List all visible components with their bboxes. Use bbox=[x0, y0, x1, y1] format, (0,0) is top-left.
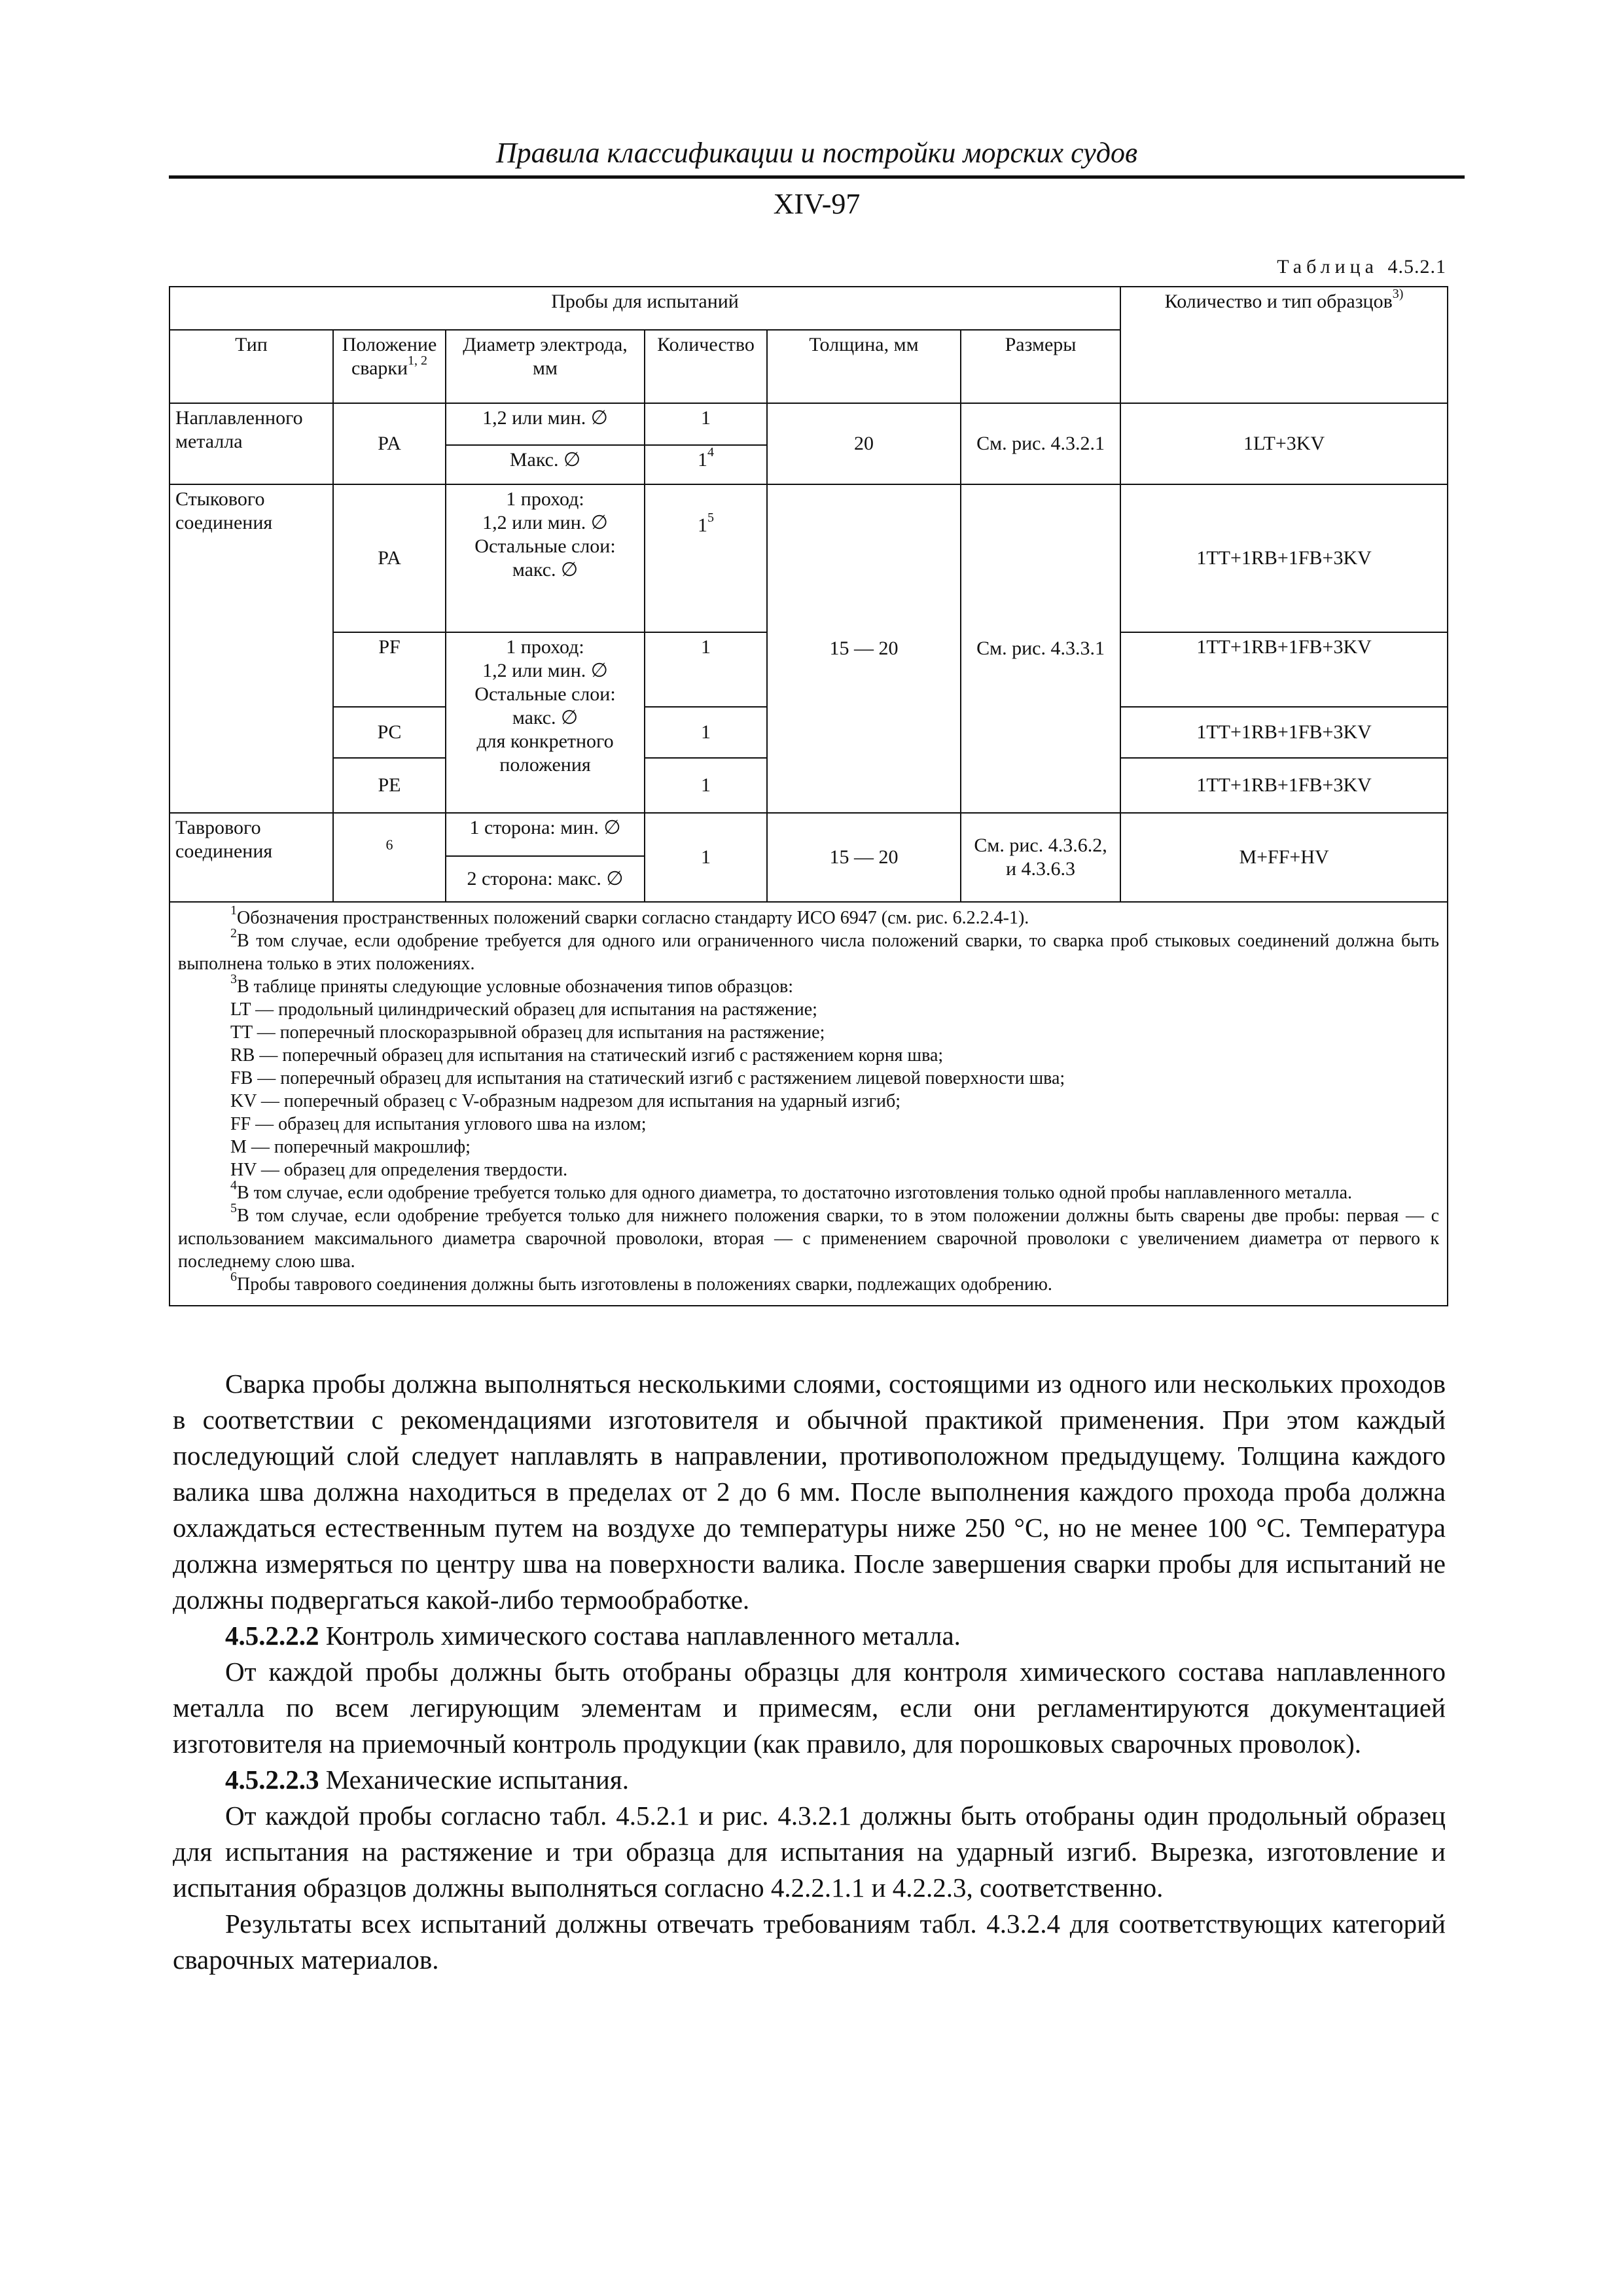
footnote-text: В том случае, если одобрение требуется только для нижнего положения сварки, то в этом положении должны быть сварены две пробы: первая — с использованием максимального диаметра сварочной проволоки, вторая — с применением сварочной проволоки с увеличением диаметра от первого к последнему слою шва. bbox=[178, 1206, 1440, 1272]
table-caption-number: 4.5.2.1 bbox=[1387, 256, 1446, 278]
col-type: Тип bbox=[169, 330, 333, 403]
diameter-butt-pa bbox=[446, 484, 645, 632]
thickness-fillet: 15 — 20 bbox=[767, 813, 961, 902]
section-number: 4.5.2.2.2 bbox=[225, 1621, 319, 1651]
footnote-text: В таблице приняты следующие условные обозначения типов образцов: bbox=[237, 977, 794, 997]
count-deposited-2 bbox=[645, 445, 767, 484]
count-butt-pa bbox=[645, 484, 767, 632]
dimensions-deposited: См. рис. 4.3.2.1 bbox=[961, 403, 1120, 484]
col-diameter: Диаметр электрода, мм bbox=[446, 330, 645, 403]
abbreviation-item: TT — поперечный плоскоразрывной образец для испытания на растяжение; bbox=[230, 1022, 825, 1043]
dimensions-fillet: См. рис. 4.3.6.2, и 4.3.6.3 bbox=[961, 813, 1120, 902]
diameter-butt-pa-line: 1,2 или мин. ∅ bbox=[482, 512, 608, 533]
diameter-butt-pa-line: Остальные слои: bbox=[474, 535, 616, 557]
specimens-deposited: 1LT+3KV bbox=[1120, 403, 1448, 484]
diameter-deposited-2: Макс. ∅ bbox=[446, 445, 645, 484]
group-header: Пробы для испытаний bbox=[169, 287, 1120, 330]
diameter-butt-other-line: 1 проход: bbox=[506, 636, 584, 658]
footnote-mark: 5 bbox=[230, 1200, 237, 1215]
paragraph: От каждой пробы должны быть отобраны образцы для контроля химического состава наплавленного металла по всем легирующим элементам и примесям, если они регламентируются документацией изготовителя на приемочный контроль продукции (как правило, для порошковых сварочных проволок). bbox=[173, 1657, 1446, 1759]
position-butt-pf: PF bbox=[333, 632, 446, 707]
position-butt-pe: PE bbox=[333, 758, 446, 813]
footnote-mark: 4 bbox=[230, 1177, 237, 1193]
col-position bbox=[333, 330, 446, 403]
quantity-type-header-text: Количество и тип образцов bbox=[1164, 291, 1393, 312]
diameter-fillet-2: 2 сторона: макс. ∅ bbox=[446, 856, 645, 902]
footnote bbox=[178, 1200, 1440, 1273]
specimens-fillet: M+FF+HV bbox=[1120, 813, 1448, 902]
specimens-butt-pc: 1TT+1RB+1FB+3KV bbox=[1120, 707, 1448, 758]
footnote-text: В том случае, если одобрение требуется только для одного диаметра, то достаточно изготовления только одной пробы наплавленного металла. bbox=[237, 1183, 1352, 1203]
diameter-butt-other-line: Остальные слои: bbox=[474, 683, 616, 705]
count-butt-pe: 1 bbox=[645, 758, 767, 813]
table-notes bbox=[169, 902, 1448, 1306]
footnote bbox=[178, 903, 1439, 929]
abbreviation-item: FB — поперечный образец для испытания на статический изгиб с растяжением лицевой поверхности шва; bbox=[230, 1068, 1065, 1088]
quantity-type-header bbox=[1120, 287, 1448, 403]
header-rule bbox=[169, 175, 1465, 179]
specimens-butt-pe: 1TT+1RB+1FB+3KV bbox=[1120, 758, 1448, 813]
diameter-butt-other-line: для конкретного bbox=[476, 730, 614, 752]
specimens-table bbox=[169, 286, 1448, 1306]
col-thickness: Толщина, мм bbox=[767, 330, 961, 403]
dimensions-butt: См. рис. 4.3.3.1 bbox=[961, 484, 1120, 813]
abbreviation-item: LT — продольный цилиндрический образец для испытания на растяжение; bbox=[230, 999, 817, 1020]
paragraph: Сварка пробы должна выполняться несколькими слоями, состоящими из одного или нескольких проходов в соответствии с рекомендациями изготовителя и обычной практикой применения. При этом каждый последующий слой следует наплавлять в направлении, противоположном предыдущему. Толщина каждого валика шва должна находиться в пределах от 2 до 6 мм. После выполнения каждого прохода проба должна охлаждаться естественным путем на воздухе до температуры ниже 250 °С, но не менее 100 °С. Температура должна измеряться по центру шва на поверхности валика. После завершения сварки пробы для испытаний не должны подвергаться какой-либо термообработке. bbox=[173, 1369, 1446, 1615]
count-fillet: 1 bbox=[645, 813, 767, 902]
footnote-mark: 6 bbox=[230, 1269, 237, 1284]
count-deposited-2-value: 1 bbox=[698, 449, 707, 471]
abbreviation-item: KV — поперечный образец с V-образным надрезом для испытания на ударный изгиб; bbox=[230, 1091, 901, 1111]
count-butt-pa-value: 1 bbox=[698, 514, 707, 536]
table-caption bbox=[1113, 254, 1446, 280]
diameter-fillet-1: 1 сторона: мин. ∅ bbox=[446, 813, 645, 856]
diameter-butt-pa-line: 1 проход: bbox=[506, 488, 584, 510]
position-deposited: PA bbox=[333, 403, 446, 484]
diameter-butt-other-line: положения bbox=[499, 754, 591, 776]
count-butt-pf: 1 bbox=[645, 632, 767, 707]
position-butt-pc: PC bbox=[333, 707, 446, 758]
col-position-note: 1, 2 bbox=[408, 353, 428, 368]
footnote-mark: 1 bbox=[230, 903, 237, 918]
count-deposited-2-note: 4 bbox=[707, 445, 714, 459]
abbreviation-item: M — поперечный макрошлиф; bbox=[230, 1137, 471, 1157]
section-title: Механические испытания. bbox=[325, 1765, 629, 1795]
thickness-butt: 15 — 20 bbox=[767, 484, 961, 813]
count-butt-pa-note: 5 bbox=[707, 511, 714, 525]
type-deposited: Наплавленного металла bbox=[169, 403, 333, 484]
table-caption-label: Таблица bbox=[1277, 256, 1378, 278]
diameter-butt-other bbox=[446, 632, 645, 813]
section-heading bbox=[173, 1618, 1446, 1654]
footnote-mark: 2 bbox=[230, 925, 237, 941]
footnote bbox=[178, 1269, 1439, 1296]
diameter-butt-other-line: макс. ∅ bbox=[512, 707, 579, 728]
type-butt: Стыкового соединения bbox=[169, 484, 333, 813]
col-position-text: Положение сварки bbox=[342, 334, 437, 379]
section-heading bbox=[173, 1762, 1446, 1798]
col-dimensions: Размеры bbox=[961, 330, 1120, 403]
footnote-mark: 3 bbox=[230, 971, 237, 986]
paragraph: Результаты всех испытаний должны отвечать требованиям табл. 4.3.2.4 для соответствующих категорий сварочных материалов. bbox=[173, 1909, 1446, 1975]
body-text bbox=[173, 1366, 1446, 1978]
position-fillet: 6 bbox=[333, 813, 446, 902]
col-count: Количество bbox=[645, 330, 767, 403]
footnote-text: Пробы таврового соединения должны быть изготовлены в положениях сварки, подлежащих одобрению. bbox=[237, 1274, 1052, 1295]
position-butt-pa: PA bbox=[333, 484, 446, 632]
abbreviation-item: RB — поперечный образец для испытания на статический изгиб с растяжением корня шва; bbox=[230, 1045, 944, 1066]
thickness-deposited: 20 bbox=[767, 403, 961, 484]
count-deposited-1: 1 bbox=[645, 403, 767, 445]
footnote bbox=[178, 925, 1440, 975]
footnote bbox=[178, 1177, 1439, 1204]
diameter-deposited-1: 1,2 или мин. ∅ bbox=[446, 403, 645, 445]
abbreviation-item: HV — образец для определения твердости. bbox=[230, 1160, 568, 1180]
running-title: Правила классификации и постройки морских судов bbox=[495, 137, 1138, 169]
abbreviation-item: FF — образец для испытания углового шва на излом; bbox=[230, 1114, 647, 1134]
footnote bbox=[178, 971, 1439, 998]
type-fillet: Таврового соединения bbox=[169, 813, 333, 902]
count-butt-pc: 1 bbox=[645, 707, 767, 758]
section-title: Контроль химического состава наплавленного металла. bbox=[325, 1621, 961, 1651]
section-number: 4.5.2.2.3 bbox=[225, 1765, 319, 1795]
diameter-butt-pa-line: макс. ∅ bbox=[512, 559, 579, 581]
footnote-text: Обозначения пространственных положений сварки согласно стандарту ИСО 6947 (см. рис. 6.2.2.4-1). bbox=[237, 908, 1029, 928]
paragraph: От каждой пробы согласно табл. 4.5.2.1 и рис. 4.3.2.1 должны быть отобраны один продольный образец для испытания на растяжение и три образца для испытания на ударный изгиб. Вырезка, изготовление и испытания образцов должны выполняться согласно 4.2.2.1.1 и 4.2.2.3, соответственно. bbox=[173, 1801, 1446, 1903]
footnote-text: В том случае, если одобрение требуется для одного или ограниченного числа положений сварки, то сварка проб стыковых соединений должна быть выполнена только в этих положениях. bbox=[178, 931, 1440, 974]
specimens-butt-pf: 1TT+1RB+1FB+3KV bbox=[1120, 632, 1448, 707]
specimens-butt-pa: 1TT+1RB+1FB+3KV bbox=[1120, 484, 1448, 632]
diameter-butt-other-line: 1,2 или мин. ∅ bbox=[482, 660, 608, 681]
page-number: XIV-97 bbox=[773, 188, 861, 220]
quantity-type-note: 3) bbox=[1392, 287, 1404, 301]
